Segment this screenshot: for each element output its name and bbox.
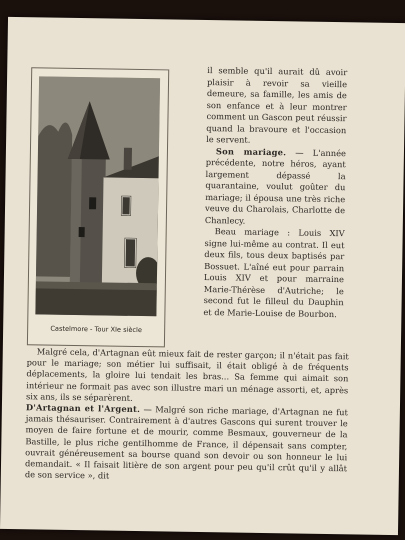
section-heading-money: D'Artagnan et l'Argent. bbox=[25, 402, 141, 415]
photo-caption: Castelmore - Tour XIe siècle bbox=[50, 324, 143, 335]
paragraph-intro: il semble qu'il aurait dû avoir plaisir à revoir sa vieille demeure, sa famille, les amis de son enfance et à leur montrer comment un Gascon peut réussir quand la bravoure et l'occasion le servent. bbox=[206, 65, 348, 145]
paragraph-money-text: — Malgré son riche mariage, d'Artagnan ne fut jamais thésauriser. Contrairement à d'autres Gascons qui surent trouver le moyen de faire fortune et de mourir, comme Besmaux, gouverneur de la Bastille, le plus riche gentilhomme de France, il dépensait sans compter, ouvrait généreusement sa bourse quand son devoir ou son honneur le lui demandait. « Il faisait litière de son argent pour peu qu'il crût qu'il y allât de son service », dit bbox=[24, 404, 348, 481]
castle-photo bbox=[35, 76, 160, 316]
full-width-text bbox=[25, 346, 349, 485]
paragraph-marriage bbox=[205, 146, 346, 229]
section-heading-marriage: Son mariage. bbox=[215, 145, 287, 157]
paragraph-money bbox=[25, 402, 348, 485]
right-column bbox=[203, 65, 347, 320]
photo-frame bbox=[27, 67, 169, 347]
paragraph-separation: Malgré cela, d'Artagnan eût mieux fait de rester garçon; il n'était pas fait pour le mariage; son métier lui suffisait, il était obligé à de fréquents déplacements, la gloire lui tendait les bras... Sa femme qui aimait son intérieur ne formait pas avec son illustre mari un ménage assorti, et, après six ans, ils se séparèrent. bbox=[26, 346, 349, 403]
castle-illustration bbox=[35, 76, 160, 316]
paragraph-marriage-text: — L'année précédente, notre héros, ayant largement dépassé la quarantaine, voulut goûter du mariage; il épousa une très riche veuve du Charolais, Charlotte de Chanlecy. bbox=[204, 146, 347, 226]
book-page bbox=[0, 17, 405, 535]
paragraph-contract: Beau mariage : Louis XIV signe lui-même au contrat. Il eut deux fils, tous deux baptisés par Bossuet. L'aîné eut pour parrain Louis XIV et pour marraine Marie-Thérèse d'Autriche; le second fut le filleul du Dauphin et de Marie-Louise de Bourbon. bbox=[203, 226, 345, 319]
